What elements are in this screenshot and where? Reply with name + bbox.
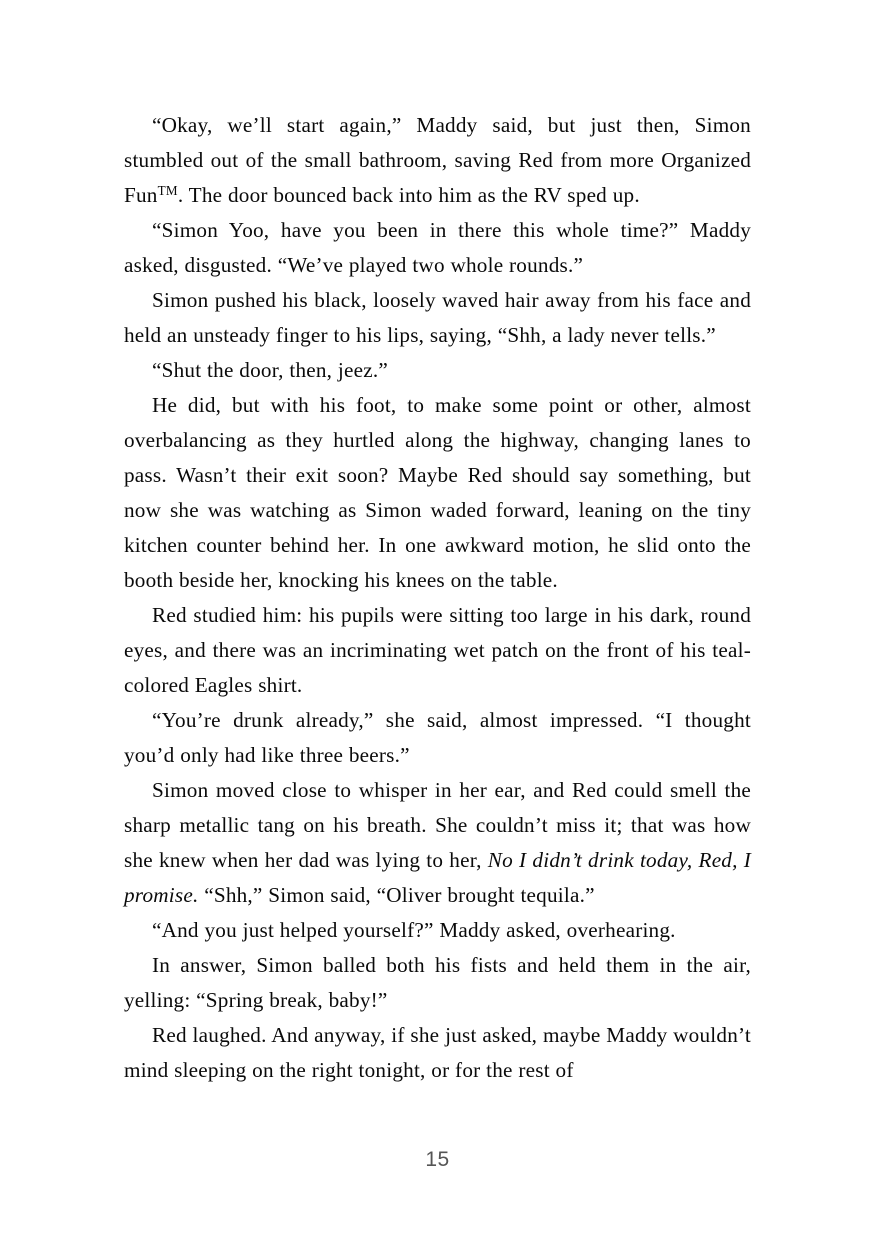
text-run: “Okay, we’ll start again,” Maddy said, but just then, Simon stumbled out of the small bathroom, saving Red from more Organized Fun (124, 113, 751, 207)
text-run: Red studied him: his pupils were sitting too large in his dark, round eyes, and there was an incriminating wet patch on the front of his teal-colored Eagles shirt. (124, 603, 751, 697)
text-run: . The door bounced back into him as the RV sped up. (177, 183, 640, 207)
text-run: Simon pushed his black, loosely waved hair away from his face and held an unsteady finger to his lips, saying, “Shh, a lady never tells.” (124, 288, 751, 347)
text-run: In answer, Simon balled both his fists and held them in the air, yelling: “Spring break, baby!” (124, 953, 751, 1012)
paragraph (124, 108, 751, 213)
page-number: 15 (425, 1148, 450, 1171)
paragraph (124, 703, 751, 773)
text-run: “Shut the door, then, jeez.” (152, 358, 388, 382)
paragraph (124, 948, 751, 1018)
body-text-block (124, 108, 751, 1088)
text-run: “Shh,” Simon said, “Oliver brought tequila.” (198, 883, 595, 907)
paragraph (124, 598, 751, 703)
text-run: “Simon Yoo, have you been in there this whole time?” Maddy asked, disgusted. “We’ve played two whole rounds.” (124, 218, 751, 277)
paragraph (124, 353, 751, 388)
italic-phrase: No I didn’t drink today, Red, I promise. (124, 848, 752, 907)
paragraph (124, 283, 751, 353)
text-run: “You’re drunk already,” she said, almost impressed. “I thought you’d only had like three beers.” (124, 708, 751, 767)
paragraph (124, 1018, 751, 1088)
paragraph (124, 773, 751, 913)
paragraph (124, 388, 751, 598)
paragraph (124, 913, 751, 948)
text-run: He did, but with his foot, to make some point or other, almost overbalancing as they hurtled along the highway, changing lanes to pass. Wasn’t their exit soon? Maybe Red should say something, but now she was watching as Simon waded forward, leaning on the tiny kitchen counter behind her. In one awkward motion, he slid onto the booth beside her, knocking his knees on the table. (124, 393, 751, 592)
text-run: “And you just helped yourself?” Maddy asked, overhearing. (152, 918, 676, 942)
paragraph (124, 213, 751, 283)
text-run: Simon moved close to whisper in her ear, and Red could smell the sharp metallic tang on his breath. She couldn’t miss it; that was how she knew when her dad was lying to her, (124, 778, 751, 872)
trademark-superscript: TM (157, 183, 178, 199)
text-run: Red laughed. And anyway, if she just asked, maybe Maddy wouldn’t mind sleeping on the right tonight, or for the rest of (124, 1023, 751, 1082)
